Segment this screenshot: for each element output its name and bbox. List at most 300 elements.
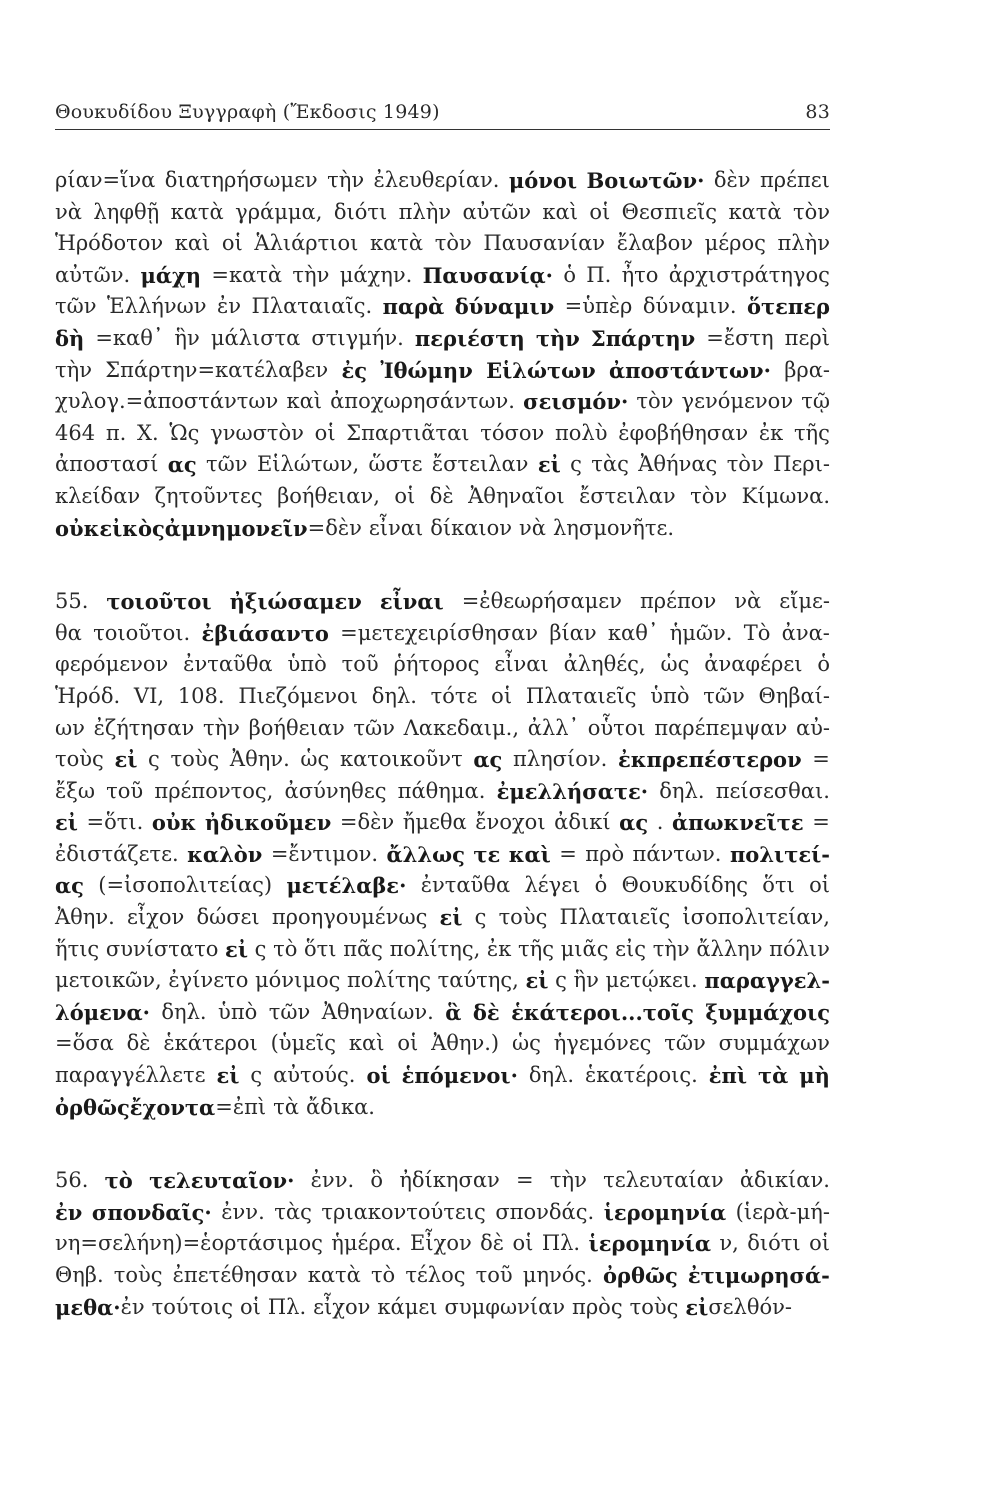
- word: πρέπον: [639, 589, 717, 614]
- word: τὸν: [792, 199, 830, 224]
- word: κατὰ: [170, 199, 224, 224]
- word: πολίτης: [347, 968, 431, 993]
- word: .: [656, 810, 664, 835]
- lemma-word: καὶ: [508, 841, 551, 867]
- word: Ἡρόδοτον: [55, 231, 164, 256]
- lemma-word: ας: [55, 873, 84, 899]
- word: ἀδικί: [554, 810, 611, 835]
- lemma-word: σεισμόν·: [523, 389, 629, 415]
- word: Εἱλώτων,: [256, 452, 360, 477]
- text-line: [55, 1260, 830, 1292]
- word: εἴμε-: [779, 589, 830, 614]
- word: ἡμῶν.: [669, 620, 733, 645]
- word: τῶν: [353, 715, 395, 740]
- word: νὰ: [55, 199, 82, 224]
- lemma-word: παραγγελ-: [704, 968, 830, 994]
- word: ἣν: [573, 968, 599, 993]
- word: ἐνν.: [310, 1168, 355, 1193]
- word: 56.: [55, 1168, 89, 1193]
- lemma-word: τε: [473, 841, 501, 867]
- text-line: [55, 1228, 830, 1260]
- word: πρὸς: [572, 1294, 623, 1319]
- word: τὸν: [690, 483, 728, 508]
- word: =ἐθεωρήσαμεν: [461, 589, 622, 614]
- word: ἄδικα.: [305, 1094, 375, 1119]
- word: πρὸ: [585, 841, 625, 866]
- word: =: [559, 841, 577, 866]
- word: Πλ.: [541, 1231, 581, 1256]
- lemma-word: ξυμμάχοις: [705, 999, 830, 1025]
- word: Ἑλλήνων: [106, 294, 207, 319]
- word: =ὅτι.: [86, 810, 144, 835]
- word: Θηβ.: [55, 1263, 104, 1287]
- text-line: [55, 776, 830, 808]
- word: κλείδαν: [55, 483, 141, 508]
- text-line: [55, 355, 830, 387]
- text-line: [55, 481, 830, 513]
- word: Πλ.: [267, 1294, 307, 1319]
- word: Σπάρτην=κατέλαβεν: [105, 357, 329, 382]
- text-line: [55, 997, 830, 1029]
- lemma-word: λόμενα·: [55, 999, 150, 1025]
- paragraph-gap: [55, 544, 830, 586]
- word: Ἀθηναίων.: [321, 999, 434, 1024]
- word: τελευταίαν: [603, 1168, 724, 1193]
- word: διότι: [333, 199, 388, 224]
- lemma-word: εἰ: [439, 905, 463, 931]
- word: βοήθειαν,: [277, 483, 380, 508]
- text-line: [55, 618, 830, 650]
- word: οἱ: [809, 873, 830, 898]
- text-line: [55, 1028, 830, 1060]
- word: εἶναι: [368, 515, 424, 540]
- word: οἱ: [512, 1231, 534, 1256]
- word: δηλ.: [528, 1063, 575, 1088]
- lemma-word: ἐμελλήσατε·: [496, 778, 649, 804]
- word: δύναμιν.: [642, 294, 737, 319]
- word: ἠδίκησαν: [399, 1168, 500, 1193]
- text-line: [55, 1060, 830, 1092]
- word: =: [516, 1168, 534, 1193]
- word: τοῦ: [106, 778, 144, 803]
- word: εἶναι: [494, 652, 549, 677]
- word: σπονδάς.: [495, 1199, 595, 1224]
- word: οὗτοι: [587, 715, 646, 740]
- word: πόλιν: [769, 936, 830, 961]
- word: τριακοντούτεις: [321, 1199, 486, 1224]
- lemma-word: οὐκ: [55, 515, 100, 541]
- word: ὁ: [594, 873, 608, 898]
- lemma-word: περιέστη: [414, 325, 525, 351]
- word: τόσον: [480, 420, 545, 445]
- word: τούτοις: [151, 1294, 233, 1319]
- lemma-word: ἱερομηνία: [603, 1199, 727, 1225]
- lemma-word: ας: [473, 747, 503, 773]
- word: τὸν: [636, 389, 674, 414]
- word: =: [812, 810, 830, 835]
- word: δὲ: [126, 1031, 151, 1056]
- text-line: [55, 513, 830, 545]
- word: μέρος: [704, 231, 766, 256]
- word: συμφωνίαν: [444, 1294, 566, 1319]
- text-line: [55, 1092, 830, 1124]
- word: νὰ: [734, 589, 762, 614]
- lemma-word: ἐς: [341, 357, 368, 383]
- word: νη=σελήνη)=ἑορτάσιμος: [55, 1231, 323, 1256]
- lemma-word: δὲ: [472, 999, 500, 1025]
- lemma-word: ἀποστάντων·: [609, 357, 771, 383]
- word: κατὰ: [728, 199, 782, 224]
- word: μάχην.: [339, 262, 413, 287]
- word: γνωστὸν: [210, 420, 304, 445]
- word: δὲν: [713, 168, 751, 192]
- word: καὶ: [286, 389, 322, 414]
- word: τοὺς: [629, 1294, 679, 1319]
- word: ἐφοβήθησαν: [618, 420, 749, 445]
- word: Τὸ: [743, 620, 771, 645]
- word: (ὑμεῖς: [270, 1031, 337, 1056]
- word: κάμει: [377, 1294, 438, 1319]
- lemma-word: τὰ: [757, 1063, 789, 1089]
- word: =ἔντιμον.: [270, 841, 379, 866]
- lemma-word: οὐκ: [151, 810, 197, 836]
- lemma-word: ἀμνημονεῖν: [164, 515, 308, 541]
- word: =: [812, 747, 830, 772]
- word: μόνιμος: [255, 968, 341, 993]
- text-line: [55, 1165, 830, 1197]
- word: πρέπει: [759, 168, 830, 192]
- lemma-word: ἔχοντα: [129, 1094, 216, 1120]
- word: μάλιστα: [210, 325, 301, 350]
- lemma-word: εἰ: [114, 747, 138, 773]
- word: ὁ: [817, 652, 830, 677]
- word: ἔλαβον: [616, 231, 693, 256]
- lemma-word: Εἱλώτων: [486, 357, 596, 383]
- lemma-word: Βοιωτῶν·: [586, 168, 705, 193]
- page-number: 83: [805, 101, 830, 123]
- word: πλὴν: [398, 199, 452, 224]
- word: ἤμεθα: [402, 810, 467, 835]
- word: ἐνταῦθα: [183, 652, 273, 677]
- word: Εἶχον: [410, 1231, 472, 1256]
- word: τὸν: [434, 231, 472, 256]
- lemma-word: μόνοι: [508, 168, 578, 193]
- text-line: [55, 228, 830, 260]
- word: =δὲν: [339, 810, 395, 835]
- word: ν,: [719, 1231, 739, 1256]
- word: Ἀθην.: [229, 747, 290, 772]
- word: Ἀθην.): [431, 1031, 500, 1056]
- text-line: [55, 649, 830, 681]
- word: 55.: [55, 589, 89, 614]
- lemma-word: εἰ: [225, 936, 248, 962]
- word: εἰς: [615, 936, 647, 961]
- word: παραγγέλλετε: [55, 1063, 206, 1088]
- word: Ἁλιάρτιοι: [254, 231, 359, 256]
- word: βοήθειαν: [248, 715, 345, 740]
- word: Κίμωνα.: [741, 483, 830, 508]
- lemma-word: τελευταῖον·: [149, 1168, 295, 1194]
- text-line: [55, 1292, 830, 1324]
- text-line: [55, 260, 830, 292]
- text-line: [55, 713, 830, 745]
- word: οἱ: [809, 1231, 830, 1256]
- lemma-word: ἐκπρεπέστερον: [617, 747, 802, 773]
- word: τὴν: [549, 1168, 587, 1193]
- lemma-word: ἃ: [445, 999, 462, 1025]
- lemma-word: ἀπωκνεῖτε: [672, 810, 804, 836]
- word: τὴν: [652, 936, 690, 961]
- text-line: [55, 386, 830, 418]
- word: ἑκάτεροι: [163, 1031, 258, 1056]
- word: μετοικῶν,: [55, 968, 162, 993]
- lemma-word: εἶναι: [379, 589, 444, 615]
- lemma-word: μεθα·: [55, 1294, 121, 1320]
- lemma-word: εἰ: [525, 968, 549, 994]
- text-line: [55, 449, 830, 481]
- word: ἣν: [174, 325, 200, 350]
- word: τὰ: [273, 1094, 299, 1119]
- text-line: [55, 744, 830, 776]
- word: ς: [148, 747, 160, 772]
- text-line: [55, 934, 830, 966]
- word: ς: [555, 968, 567, 993]
- word: τοὺς: [498, 905, 548, 930]
- lemma-word: ἑπόμενοι·: [401, 1063, 518, 1089]
- word: ἀρχιστράτηγος: [668, 262, 830, 287]
- word: δηλ.: [161, 999, 207, 1024]
- lemma-word: ἱερομηνία: [588, 1231, 711, 1257]
- word: Ἀθηναῖοι: [468, 483, 565, 508]
- word: ς: [474, 905, 487, 930]
- word: πολίτης,: [389, 936, 481, 961]
- lemma-word: τοιοῦτοι: [106, 589, 212, 615]
- lemma-word: Παυσανίᾳ·: [422, 262, 553, 288]
- word: ς: [570, 452, 582, 477]
- word: εἶχον: [313, 1294, 371, 1319]
- word: =καθ᾿: [95, 325, 164, 350]
- word: ὅτι: [304, 936, 337, 961]
- word: Λακεδαιμ.,: [403, 715, 520, 740]
- lemma-word: ας: [619, 810, 649, 836]
- lemma-word: ὀρθῶς: [602, 1263, 678, 1288]
- word: ζητοῦντες: [154, 483, 263, 508]
- word: λησμονῆτε.: [552, 515, 675, 540]
- word: ἀναφέρει: [704, 652, 803, 677]
- word: οἱ: [394, 483, 416, 508]
- word: ἐδιστάζετε.: [55, 841, 179, 866]
- word: λέγει: [524, 873, 581, 898]
- lemma-word: ὀρθῶς: [55, 1094, 130, 1120]
- word: δίκαιον: [430, 515, 513, 540]
- word: παρέπεμψαν: [654, 715, 788, 740]
- word: συμμάχων: [718, 1031, 830, 1056]
- word: ἐλευθερίαν.: [373, 168, 500, 192]
- word: δὲ: [429, 483, 454, 508]
- lemma-word: Ἰθώμην: [380, 357, 473, 383]
- word: τὴν: [292, 262, 330, 287]
- lemma-word: εἰ: [216, 1063, 240, 1089]
- word: κατοικοῦντ: [339, 747, 463, 772]
- word: ἦτο: [621, 262, 659, 287]
- word: Πλαταιεῖς: [559, 905, 671, 930]
- commentary-text: [55, 165, 830, 1323]
- word: ἀνα-: [781, 620, 830, 645]
- lemma-word: Σπάρτην: [590, 325, 696, 351]
- word: Ἀθήνας: [638, 452, 718, 477]
- word: καὶ: [174, 231, 211, 256]
- lemma-word: μὴ: [799, 1063, 830, 1089]
- word: μηνός.: [522, 1263, 593, 1287]
- word: ὃ: [370, 1168, 384, 1193]
- word: καὶ: [542, 199, 578, 224]
- lemma-word: ἐβιάσαντο: [201, 620, 329, 646]
- paragraph-gap: [55, 1123, 830, 1165]
- word: καθ᾿: [607, 620, 659, 645]
- word: βίαν: [549, 620, 597, 645]
- word: τὴν: [327, 168, 365, 192]
- word: τοιοῦτοι.: [93, 620, 191, 645]
- word: πάθημα.: [397, 778, 486, 803]
- word: ἀληθές,: [563, 652, 646, 677]
- text-line: [55, 902, 830, 934]
- lemma-word: ας: [167, 452, 197, 478]
- word: μιᾶς: [560, 936, 609, 961]
- word: διότι: [747, 1231, 801, 1256]
- word: περὶ: [784, 325, 830, 350]
- word: ὅτι: [762, 873, 795, 898]
- word: ἀσύνηθες: [284, 778, 387, 803]
- lemma-word: ἑκάτεροι...τοῖς: [511, 999, 694, 1025]
- word: ἔστειλαν: [431, 452, 529, 477]
- text-line: [55, 323, 830, 355]
- word: π.: [105, 420, 127, 445]
- word: δώσει: [196, 905, 260, 930]
- lemma-word: μάχη: [140, 262, 202, 288]
- word: γράμμα,: [235, 199, 323, 224]
- lemma-word: μετέλαβε·: [286, 873, 407, 899]
- word: ρίαν=ἵνα: [55, 168, 156, 192]
- word: ὑπὸ: [650, 683, 690, 708]
- word: ὥστε: [368, 452, 423, 477]
- word: διατηρήσωμεν: [164, 168, 318, 192]
- lemma-word: ὅτεπερ: [746, 294, 830, 320]
- word: τῆς: [518, 936, 554, 961]
- lemma-word: τὸ: [104, 1168, 133, 1194]
- word: Θηβαί-: [758, 683, 830, 708]
- text-line: [55, 807, 830, 839]
- word: νὰ: [519, 515, 546, 540]
- word: Πλαταιεῖς: [525, 683, 637, 708]
- word: πλησίον.: [512, 747, 608, 772]
- word: οἱ: [589, 199, 611, 224]
- word: τῶν: [664, 1031, 706, 1056]
- word: ἐνν.: [221, 1199, 265, 1224]
- word: ἑκατέροις.: [585, 1063, 698, 1088]
- word: Θεσπιεῖς: [621, 199, 718, 224]
- text-line: [55, 586, 830, 618]
- text-line: [55, 870, 830, 902]
- word: τὸ: [370, 1263, 396, 1287]
- word: οἱ: [491, 683, 513, 708]
- word: τοὺς: [170, 747, 220, 772]
- word: ἔστειλαν: [579, 483, 676, 508]
- word: τὰς: [274, 1199, 312, 1224]
- lemma-word: ἠδικοῦμεν: [204, 810, 332, 836]
- word: Ἀθην.: [55, 905, 115, 930]
- lemma-word: ἐπὶ: [708, 1063, 748, 1089]
- word: Περι-: [773, 452, 830, 477]
- word: τοὺς: [55, 747, 104, 772]
- word: τότε: [430, 683, 478, 708]
- lemma-word: ἐτιμωρησά-: [687, 1263, 830, 1288]
- word: τῶν: [55, 294, 97, 319]
- word: =μετεχειρίσθησαν: [340, 620, 539, 645]
- text-line: [55, 1197, 830, 1229]
- word: πείσεσθαι.: [715, 778, 830, 803]
- word: τοῦ: [341, 652, 379, 677]
- lemma-word: σπονδαῖς·: [91, 1199, 212, 1225]
- word: οἱ: [221, 231, 243, 256]
- text-line: [55, 839, 830, 871]
- word: γενόμενον: [681, 389, 794, 414]
- word: τῷ: [801, 389, 830, 414]
- word: πολὺ: [554, 420, 608, 445]
- word: ὑπὸ: [218, 999, 258, 1024]
- word: ἄλλην: [696, 936, 763, 961]
- word: στιγμήν.: [311, 325, 404, 350]
- word: VI,: [133, 683, 165, 708]
- word: ἐγίνετο: [168, 968, 249, 993]
- text-line: [55, 965, 830, 997]
- word: εἶχον: [127, 905, 185, 930]
- lemma-word: δὴ: [55, 325, 85, 351]
- word: Πιεζόμενοι: [238, 683, 358, 708]
- word: πᾶς: [343, 936, 383, 961]
- word: τοῦ: [475, 1263, 513, 1287]
- lemma-word: ἠξιώσαμεν: [229, 589, 362, 615]
- word: Πλαταιαῖς.: [251, 294, 373, 319]
- word: θα: [55, 620, 82, 645]
- word: αὐ-: [795, 715, 830, 740]
- word: ἐνταῦθα: [420, 873, 511, 898]
- word: ἐν: [120, 1294, 145, 1319]
- lemma-word: οἱ: [366, 1063, 391, 1089]
- word: τοὺς: [113, 1263, 163, 1287]
- text-line: [55, 418, 830, 450]
- word: τὴν: [55, 357, 92, 382]
- word: καὶ: [348, 1031, 385, 1056]
- word: τέλος: [405, 1263, 466, 1287]
- word: ἀποχωρησάντων.: [330, 389, 515, 414]
- word: πλὴν: [777, 231, 830, 256]
- word: ὡς: [511, 1031, 541, 1056]
- word: προηγουμένως: [271, 905, 428, 930]
- word: ἐκ: [758, 420, 784, 445]
- word: Παυσανίαν: [483, 231, 606, 256]
- word: Χ.: [137, 420, 159, 445]
- word: ὁ: [563, 262, 576, 287]
- text-line: [55, 291, 830, 323]
- word: ἐπετέθησαν: [172, 1263, 298, 1287]
- word: σελθόν-: [708, 1294, 792, 1319]
- lemma-word: δύναμιν: [454, 294, 555, 320]
- word: πάντων.: [632, 841, 722, 866]
- lemma-word: παρὰ: [382, 294, 445, 320]
- word: ἥτις: [55, 936, 100, 961]
- word: =ἔστη: [706, 325, 774, 350]
- word: οἱ: [314, 420, 336, 445]
